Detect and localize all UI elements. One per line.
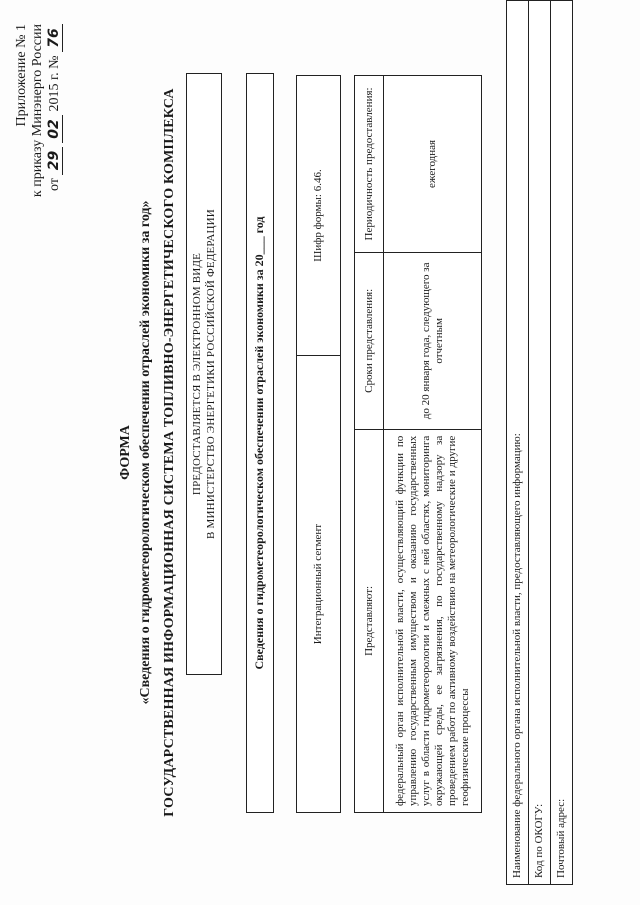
- appendix-date-line: [46, 24, 63, 284]
- segment-table: [296, 75, 341, 813]
- form-title: ФОРМА: [118, 425, 133, 480]
- form-code-label: Шифр формы: 6.46.: [297, 76, 341, 356]
- integration-segment-label: Интеграционный сегмент: [297, 356, 341, 813]
- handwritten-day: 29: [46, 147, 63, 175]
- form-subtitle: «Сведения о гидрометеорологическом обеспечении отраслей экономики за год»: [138, 200, 153, 705]
- submission-line-1: ПРЕДОСТАВЛЯЕТСЯ В ЭЛЕКТРОННОМ ВИДЕ: [191, 252, 203, 496]
- handwritten-month: 02: [46, 115, 63, 143]
- info-line-postal-address: Почтовый адрес:: [551, 1, 573, 885]
- deadline-value: до 20 января года, следующего за отчетным: [384, 252, 482, 429]
- header-periodicity: Периодичность предоставления:: [355, 76, 384, 253]
- appendix-date-year: 2015 г. №: [47, 55, 62, 112]
- info-lines-table: [506, 0, 573, 885]
- appendix-title: Приложение № 1: [14, 24, 29, 127]
- report-title: Сведения о гидрометеорологическом обеспечении отраслей экономики за 20___ год: [252, 216, 266, 670]
- report-title-box: [246, 73, 274, 813]
- header-deadline: Сроки представления:: [355, 252, 384, 429]
- main-info-table: [354, 75, 482, 813]
- main-table-data-row: [384, 76, 482, 813]
- appendix-block: [14, 24, 63, 284]
- periodicity-value: ежегодная: [384, 76, 482, 253]
- info-line-agency-name: Наименование федерального органа исполнительной власти, предоставляющего информацию:: [507, 1, 529, 885]
- submission-line-2: В МИНИСТЕРСТВО ЭНЕРГЕТИКИ РОССИЙСКОЙ ФЕДЕРАЦИИ: [205, 209, 217, 539]
- system-heading: ГОСУДАРСТВЕННАЯ ИНФОРМАЦИОННАЯ СИСТЕМА ТОПЛИВНО-ЭНЕРГЕТИЧЕСКОГО КОМПЛЕКСА: [162, 88, 177, 817]
- appendix-order-line: к приказу Минэнерго России: [30, 24, 45, 198]
- header-provider: Представляют:: [355, 429, 384, 812]
- submission-box: [186, 73, 222, 675]
- handwritten-order-number: 76: [46, 24, 63, 52]
- info-line-okogu-code: Код по ОКОГУ:: [529, 1, 551, 885]
- main-table-header-row: [355, 76, 384, 813]
- provider-description: федеральный орган исполнительной власти, осуществляющий функции по управлению государственным имуществом и оказанию государственных услуг в области гидрометеорологии и смежных с ней областях, мониторинга окружающей среды, ее загрязнения, по государственному надзору за проведением работ по активному воздействию на метеорологические и другие геофизические процессы: [384, 429, 482, 812]
- appendix-date-prefix: от: [47, 178, 62, 191]
